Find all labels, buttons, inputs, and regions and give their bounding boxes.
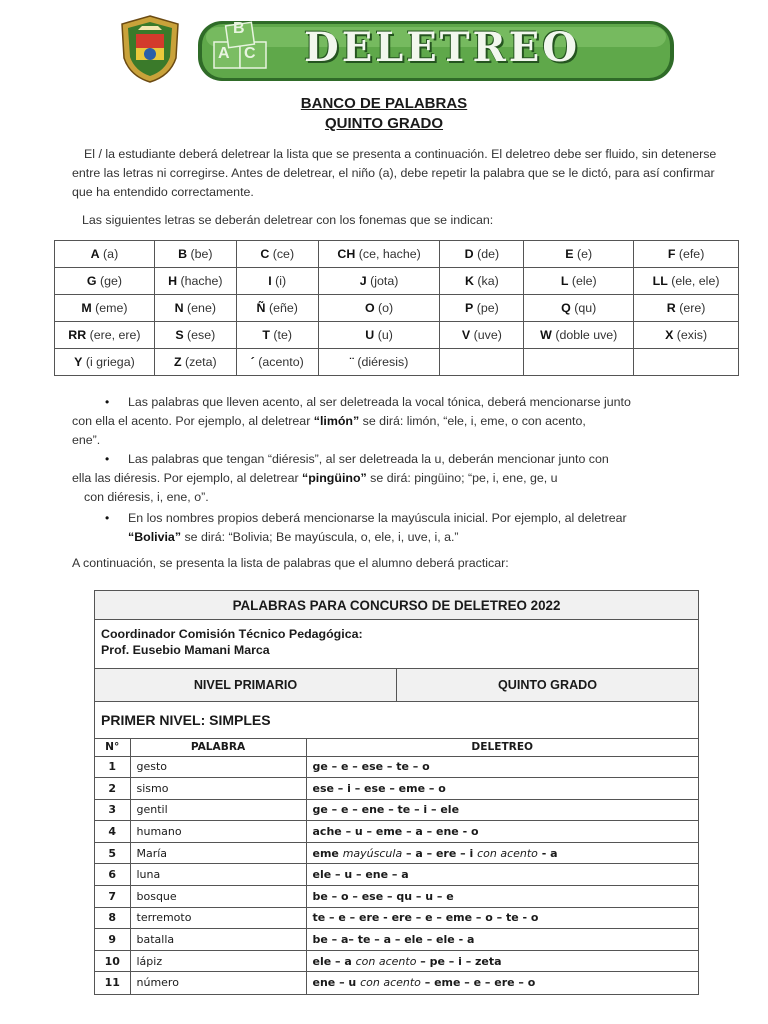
letter: T xyxy=(262,328,270,342)
intro-paragraph: El / la estudiante deberá deletrear la lista que se presenta a continuación. El deletreo debe ser fluido, sin detenerse entre las letras ni corregirse. Antes de deletrear, el niño (a), debe repetir la palabra que se le dictó, para así confirmar que ha entendido correctamente. xyxy=(72,147,717,199)
letter: LL xyxy=(652,274,668,288)
alphabet-table xyxy=(54,240,739,376)
coordinator-block xyxy=(95,620,698,669)
phoneme: (zeta) xyxy=(184,355,217,369)
row-spelling: ele – u – ene – a xyxy=(306,864,698,886)
coordinator-role: Coordinador Comisión Técnico Pedagógica: xyxy=(101,627,363,641)
phoneme: (pe) xyxy=(476,301,499,315)
phoneme: (efe) xyxy=(678,247,705,261)
phoneme: (e) xyxy=(577,247,593,261)
letter: H xyxy=(168,274,178,288)
phoneme: (i griega) xyxy=(85,355,135,369)
document-titles xyxy=(0,94,768,134)
alphabet-cell xyxy=(318,295,440,322)
row-spelling: eme mayúscula – a – ere – i con acento - a xyxy=(306,842,698,864)
letter: ´ xyxy=(250,355,255,369)
alphabet-cell xyxy=(440,349,524,376)
phoneme: (ese) xyxy=(187,328,216,342)
letter: A xyxy=(90,247,100,261)
bullet-2-line-2: ella las diéresis. Por ejemplo, al deletrear “pingüino” se dirá: pingüino; “pe, i, ene, ge, u xyxy=(72,471,558,485)
row-word: número xyxy=(130,972,306,994)
row-number: 1 xyxy=(95,756,130,778)
words-table xyxy=(95,739,698,994)
letter: Q xyxy=(561,301,571,315)
alphabet-cell xyxy=(634,322,739,349)
table-row xyxy=(95,972,698,994)
phoneme: (eñe) xyxy=(268,301,298,315)
phoneme: (ge) xyxy=(99,274,122,288)
letter: J xyxy=(359,274,367,288)
alphabet-cell xyxy=(634,295,739,322)
page-subtitle: QUINTO GRADO xyxy=(324,115,444,132)
table-row xyxy=(95,799,698,821)
alphabet-cell xyxy=(154,268,236,295)
alphabet-cell xyxy=(154,241,236,268)
letter: CH xyxy=(337,247,356,261)
table-row xyxy=(95,950,698,972)
row-word: terremoto xyxy=(130,907,306,929)
phoneme: (a) xyxy=(103,247,119,261)
alphabet-cell xyxy=(318,241,440,268)
phoneme: (exis) xyxy=(676,328,708,342)
table-row xyxy=(95,756,698,778)
phoneme: (ele) xyxy=(571,274,597,288)
row-word: luna xyxy=(130,864,306,886)
phoneme: (eme) xyxy=(95,301,128,315)
block-letter-b: B xyxy=(233,20,245,37)
row-spelling: be – a– te – a – ele – ele - a xyxy=(306,929,698,951)
alphabet-cell xyxy=(440,295,524,322)
alphabet-cell xyxy=(634,268,739,295)
alphabet-cell xyxy=(236,268,318,295)
row-spelling: te – e – ere - ere – e – eme – o – te - o xyxy=(306,907,698,929)
phoneme: (ce) xyxy=(272,247,295,261)
alphabet-cell xyxy=(634,349,739,376)
level-label: NIVEL PRIMARIO xyxy=(95,669,397,701)
row-word: lápiz xyxy=(130,950,306,972)
header-spelling: DELETREO xyxy=(306,739,698,756)
header-word: PALABRA xyxy=(130,739,306,756)
phoneme: (uve) xyxy=(473,328,502,342)
phoneme: (ele, ele) xyxy=(671,274,720,288)
grade-label: QUINTO GRADO xyxy=(497,678,598,692)
phoneme: (hache) xyxy=(180,274,223,288)
row-number: 6 xyxy=(95,864,130,886)
row-number: 5 xyxy=(95,842,130,864)
row-spelling: be – o – ese – qu – u – e xyxy=(306,886,698,908)
alphabet-cell xyxy=(236,295,318,322)
row-spelling: ese – i – ese – eme – o xyxy=(306,778,698,800)
letter: D xyxy=(464,247,474,261)
school-seal-icon xyxy=(118,14,182,84)
letter: RR xyxy=(68,328,87,342)
row-word: sismo xyxy=(130,778,306,800)
letter: I xyxy=(268,274,272,288)
letter: ¨ xyxy=(349,355,354,369)
banner-title: DELETREO xyxy=(304,24,581,71)
row-number: 4 xyxy=(95,821,130,843)
row-number: 8 xyxy=(95,907,130,929)
first-level-heading: PRIMER NIVEL: SIMPLES xyxy=(95,702,698,739)
phoneme: (diéresis) xyxy=(357,355,409,369)
letter: C xyxy=(260,247,270,261)
block-letter-a: A xyxy=(218,45,230,62)
row-number: 9 xyxy=(95,929,130,951)
letter: G xyxy=(86,274,97,288)
phoneme: (ene) xyxy=(187,301,216,315)
alphabet-cell xyxy=(236,349,318,376)
table-row xyxy=(95,929,698,951)
alphabet-row xyxy=(55,322,739,349)
block-letter-c: C xyxy=(244,45,256,62)
letter: F xyxy=(667,247,676,261)
bullet-1-line-3: ene”. xyxy=(72,433,101,447)
alphabet-cell xyxy=(236,241,318,268)
table-row xyxy=(95,907,698,929)
list-title: PALABRAS PARA CONCURSO DE DELETREO 2022 xyxy=(95,591,698,620)
letter: Z xyxy=(173,355,182,369)
row-number: 7 xyxy=(95,886,130,908)
table-header-row xyxy=(95,739,698,756)
alphabet-cell xyxy=(440,268,524,295)
phoneme: (ce, hache) xyxy=(358,247,421,261)
table-row xyxy=(95,842,698,864)
letter: U xyxy=(365,328,375,342)
row-number: 3 xyxy=(95,799,130,821)
alphabet-cell xyxy=(55,349,155,376)
row-word: gesto xyxy=(130,756,306,778)
letter: O xyxy=(364,301,375,315)
phoneme: (te) xyxy=(273,328,293,342)
phoneme: (jota) xyxy=(370,274,399,288)
alphabet-cell xyxy=(524,295,634,322)
alphabet-cell xyxy=(318,268,440,295)
row-spelling: ene – u con acento – eme – e – ere – o xyxy=(306,972,698,994)
alphabet-cell xyxy=(154,322,236,349)
phoneme: (i) xyxy=(275,274,287,288)
alphabet-cell xyxy=(236,322,318,349)
row-spelling: ge – e – ene – te – i – ele xyxy=(306,799,698,821)
alphabet-cell xyxy=(440,322,524,349)
table-row xyxy=(95,864,698,886)
phoneme: (ere) xyxy=(679,301,706,315)
alphabet-cell xyxy=(524,241,634,268)
page-title: BANCO DE PALABRAS xyxy=(300,95,468,112)
phoneme: (de) xyxy=(477,247,500,261)
word-list-box xyxy=(94,590,699,995)
row-word: humano xyxy=(130,821,306,843)
alphabet-cell xyxy=(55,322,155,349)
bullet-3-line-2: “Bolivia” se dirá: “Bolivia; Be mayúscula, o, ele, i, uve, i, a.” xyxy=(128,530,459,544)
table-row xyxy=(95,886,698,908)
letter: L xyxy=(560,274,569,288)
table-row xyxy=(95,821,698,843)
phoneme: (u) xyxy=(377,328,393,342)
phoneme: (doble uve) xyxy=(555,328,618,342)
letter: Ñ xyxy=(256,301,266,315)
bullet-dot: • xyxy=(105,395,110,409)
letter: R xyxy=(666,301,676,315)
alphabet-cell xyxy=(55,268,155,295)
alphabet-cell xyxy=(524,349,634,376)
alphabet-cell xyxy=(154,349,236,376)
letter: P xyxy=(465,301,474,315)
alphabet-cell xyxy=(318,349,440,376)
phoneme: (qu) xyxy=(574,301,597,315)
bullet-1-line-1: Las palabras que lleven acento, al ser deletreada la vocal tónica, deberá mencionarse junto xyxy=(128,395,631,409)
row-number: 10 xyxy=(95,950,130,972)
letter: E xyxy=(565,247,574,261)
alphabet-cell xyxy=(634,241,739,268)
bullet-dot: • xyxy=(105,452,110,466)
bullet-dot: • xyxy=(105,511,110,525)
letter: Y xyxy=(74,355,83,369)
row-spelling: ele – a con acento – pe – i – zeta xyxy=(306,950,698,972)
alphabet-cell xyxy=(55,241,155,268)
coordinator-name: Prof. Eusebio Mamani Marca xyxy=(101,643,270,657)
row-spelling: ge – e – ese – te – o xyxy=(306,756,698,778)
row-spelling: ache – u – eme – a – ene - o xyxy=(306,821,698,843)
letter: V xyxy=(461,328,471,342)
bullet-2-line-1: Las palabras que tengan “diéresis”, al ser deletreada la u, deberán mencionar junto con xyxy=(128,452,609,466)
alphabet-cell xyxy=(440,241,524,268)
alphabet-row xyxy=(55,349,739,376)
alphabet-cell xyxy=(524,322,634,349)
alphabet-row xyxy=(55,295,739,322)
letter: X xyxy=(665,328,674,342)
letter: W xyxy=(540,328,552,342)
phoneme: (be) xyxy=(190,247,213,261)
phoneme: (o) xyxy=(378,301,394,315)
alphabet-cell xyxy=(318,322,440,349)
letters-intro: Las siguientes letras se deberán deletrear con los fonemas que se indican: xyxy=(82,213,494,227)
table-row xyxy=(95,778,698,800)
list-intro: A continuación, se presenta la lista de palabras que el alumno deberá practicar: xyxy=(72,556,509,570)
alphabet-cell xyxy=(524,268,634,295)
phoneme: (ka) xyxy=(477,274,499,288)
row-number: 11 xyxy=(95,972,130,994)
bullet-3-line-1: En los nombres propios deberá mencionarse la mayúscula inicial. Por ejemplo, al deletrear xyxy=(128,511,627,525)
alphabet-row xyxy=(55,241,739,268)
bullet-2-line-3: con diéresis, i, ene, o”. xyxy=(84,490,209,504)
row-word: batalla xyxy=(130,929,306,951)
alphabet-cell xyxy=(154,295,236,322)
bullet-1-line-2: con ella el acento. Por ejemplo, al deletrear “limón” se dirá: limón, “ele, i, eme, o con acento, xyxy=(72,414,586,428)
letter: B xyxy=(178,247,188,261)
alphabet-cell xyxy=(55,295,155,322)
letter: S xyxy=(175,328,184,342)
alphabet-row xyxy=(55,268,739,295)
header-number: N° xyxy=(95,739,130,756)
letter: K xyxy=(465,274,474,288)
row-word: María xyxy=(130,842,306,864)
phoneme: (ere, ere) xyxy=(89,328,141,342)
phoneme: (acento) xyxy=(258,355,304,369)
row-number: 2 xyxy=(95,778,130,800)
row-word: gentil xyxy=(130,799,306,821)
row-word: bosque xyxy=(130,886,306,908)
letter: N xyxy=(174,301,184,315)
letter: M xyxy=(81,301,92,315)
level-row xyxy=(95,669,698,702)
